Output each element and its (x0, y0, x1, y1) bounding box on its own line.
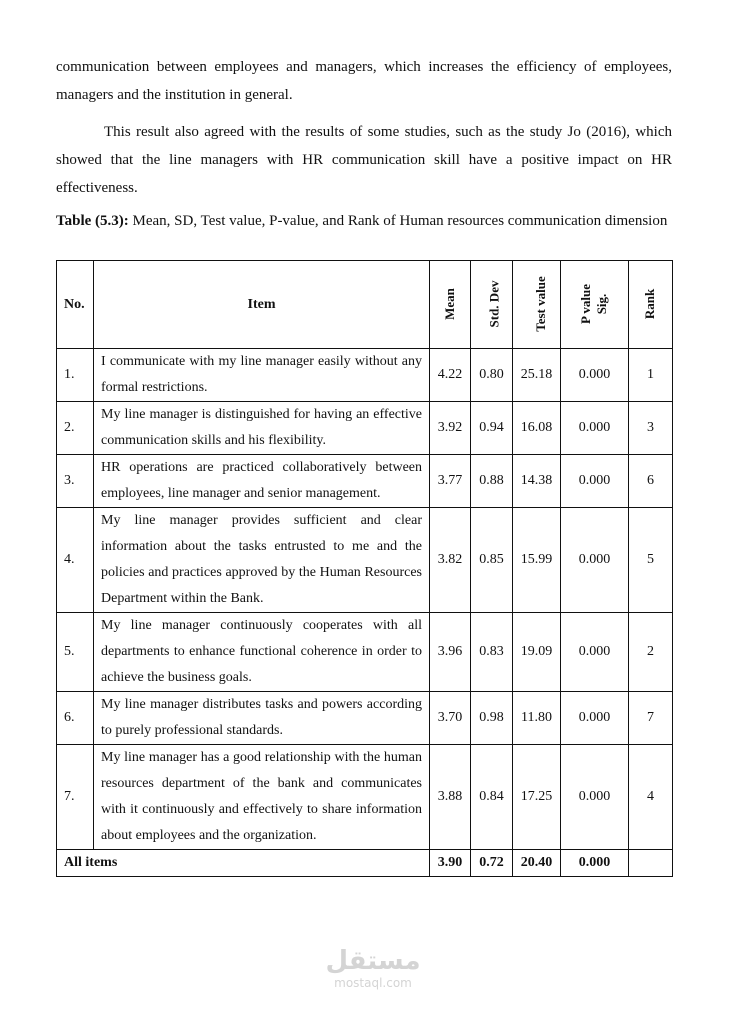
table-caption (56, 212, 672, 231)
row-test-value: 17.25 (513, 745, 561, 850)
header-std-dev: Std. Dev (471, 261, 513, 349)
total-mean: 3.90 (430, 850, 471, 877)
total-label: All items (57, 850, 430, 877)
mostaql-logo (318, 946, 428, 990)
row-std-dev: 0.85 (471, 508, 513, 613)
row-mean: 3.92 (430, 402, 471, 455)
table-row (57, 692, 673, 745)
row-item-text: My line manager is distinguished for having an effective communication skills and his flexibility. (94, 402, 430, 455)
row-item-text: My line manager has a good relationship with the human resources department of the bank and communicates with it continuously and effectively to share information about employees and the organization. (94, 745, 430, 850)
table-row (57, 745, 673, 850)
header-test-value: Test value (513, 261, 561, 349)
row-p-value: 0.000 (561, 613, 629, 692)
row-number: 1. (57, 349, 94, 402)
row-std-dev: 0.80 (471, 349, 513, 402)
row-item-text: I communicate with my line manager easily without any formal restrictions. (94, 349, 430, 402)
row-rank: 7 (629, 692, 673, 745)
header-mean: Mean (430, 261, 471, 349)
row-number: 4. (57, 508, 94, 613)
total-p-value: 0.000 (561, 850, 629, 877)
row-rank: 4 (629, 745, 673, 850)
total-std-dev: 0.72 (471, 850, 513, 877)
row-std-dev: 0.84 (471, 745, 513, 850)
row-mean: 3.82 (430, 508, 471, 613)
row-number: 5. (57, 613, 94, 692)
body-paragraph: communication between employees and managers, which increases the efficiency of employees, managers and the institution in general. (56, 59, 672, 103)
row-std-dev: 0.88 (471, 455, 513, 508)
body-paragraph: This result also agreed with the results of some studies, such as the study Jo (2016), which showed that the line managers with HR communication skill have a positive impact on HR effectiveness. (56, 124, 672, 196)
row-item-text: My line manager continuously cooperates with all departments to enhance functional coherence in order to achieve the business goals. (94, 613, 430, 692)
header-item: Item (94, 261, 430, 349)
row-number: 7. (57, 745, 94, 850)
row-test-value: 15.99 (513, 508, 561, 613)
row-std-dev: 0.94 (471, 402, 513, 455)
row-number: 6. (57, 692, 94, 745)
row-mean: 3.77 (430, 455, 471, 508)
row-p-value: 0.000 (561, 692, 629, 745)
row-p-value: 0.000 (561, 508, 629, 613)
header-rank: Rank (629, 261, 673, 349)
logo-arabic-text: مستقل (325, 946, 421, 976)
table-row (57, 402, 673, 455)
results-table (56, 260, 673, 877)
row-p-value: 0.000 (561, 455, 629, 508)
row-mean: 3.88 (430, 745, 471, 850)
header-p-value: P value Sig. (561, 261, 629, 349)
total-rank (629, 850, 673, 877)
table-total-row (57, 850, 673, 877)
table-row (57, 455, 673, 508)
table-header-row (57, 261, 673, 349)
table-caption-label: Table (5.3): (56, 213, 129, 229)
row-item-text: HR operations are practiced collaboratively between employees, line manager and senior management. (94, 455, 430, 508)
row-rank: 1 (629, 349, 673, 402)
table-row (57, 349, 673, 402)
row-p-value: 0.000 (561, 402, 629, 455)
table-row (57, 508, 673, 613)
row-std-dev: 0.83 (471, 613, 513, 692)
row-test-value: 16.08 (513, 402, 561, 455)
row-mean: 3.96 (430, 613, 471, 692)
table-caption-text: Mean, SD, Test value, P-value, and Rank of Human resources communication dimension (128, 213, 668, 229)
table-row (57, 613, 673, 692)
row-rank: 3 (629, 402, 673, 455)
row-item-text: My line manager provides sufficient and clear information about the tasks entrusted to me and the policies and practices approved by the Human Resources Department within the Bank. (94, 508, 430, 613)
row-number: 2. (57, 402, 94, 455)
row-mean: 3.70 (430, 692, 471, 745)
header-no: No. (57, 261, 94, 349)
logo-latin-text: mostaql.com (334, 976, 412, 990)
row-test-value: 25.18 (513, 349, 561, 402)
row-test-value: 11.80 (513, 692, 561, 745)
row-item-text: My line manager distributes tasks and powers according to purely professional standards. (94, 692, 430, 745)
row-p-value: 0.000 (561, 745, 629, 850)
row-rank: 6 (629, 455, 673, 508)
row-rank: 2 (629, 613, 673, 692)
row-rank: 5 (629, 508, 673, 613)
row-number: 3. (57, 455, 94, 508)
row-test-value: 19.09 (513, 613, 561, 692)
row-test-value: 14.38 (513, 455, 561, 508)
total-test-value: 20.40 (513, 850, 561, 877)
row-mean: 4.22 (430, 349, 471, 402)
row-p-value: 0.000 (561, 349, 629, 402)
row-std-dev: 0.98 (471, 692, 513, 745)
